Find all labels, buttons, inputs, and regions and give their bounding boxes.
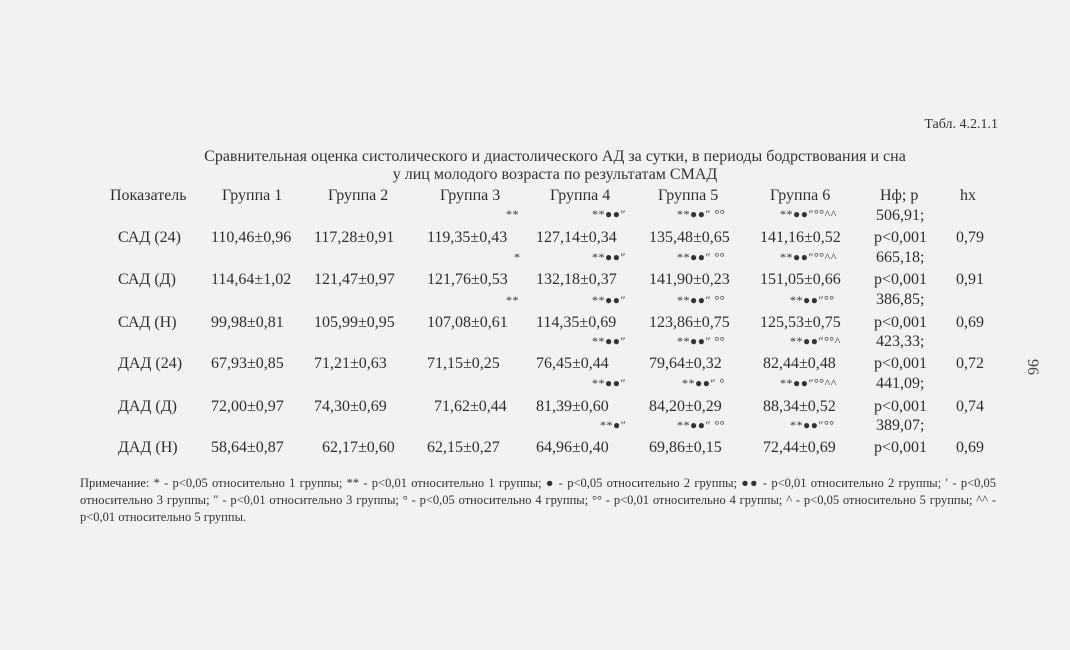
significance-mark: **●●″°°^^ — [780, 207, 837, 221]
significance-mark: **●●″°° — [790, 293, 835, 307]
group-3-value: 71,62±0,44 — [434, 398, 507, 415]
group-2-value: 62,17±0,60 — [322, 439, 395, 456]
group-6-value: 151,05±0,66 — [760, 271, 841, 288]
group-3-value: 71,15±0,25 — [427, 355, 500, 372]
group-4-value: 127,14±0,34 — [536, 229, 617, 246]
group-3-value: 119,35±0,43 — [427, 229, 508, 246]
significance-mark: **●●″ — [592, 250, 626, 264]
table-footnote: Примечание: * - р<0,05 относительно 1 группы; ** - р<0,01 относительно 1 группы; ● - р<0,05 относительно 2 группы; ●● - р<0,01 относительно 2 группы; ′ - р<0,05 относительно 3 группы; ″ - р<0,01 относительно 3 группы; ° - р<0,05 относительно 4 группы; °° - р<0,01 относительно 4 группы; ^ - р<0,05 относительно 5 группы; ^^ - р<0,01 относительно 5 группы. — [80, 476, 996, 524]
group-6-value: 88,34±0,52 — [763, 398, 836, 415]
hx-value: 0,79 — [956, 229, 984, 246]
header-group-2: Группа 2 — [328, 187, 389, 204]
hx-value: 0,69 — [956, 439, 984, 456]
group-1-value: 99,98±0,81 — [211, 314, 284, 331]
group-5-value: 84,20±0,29 — [649, 398, 722, 415]
header-group-4: Группа 4 — [550, 187, 611, 204]
header-indicator: Показатель — [110, 187, 187, 204]
title-line-2: у лиц молодого возраста по результатам СМАД — [392, 166, 718, 183]
significance-mark: **●●″ — [592, 207, 626, 221]
significance-mark: ** — [506, 293, 519, 307]
group-5-value: 69,86±0,15 — [649, 439, 722, 456]
group-5-value: 141,90±0,23 — [649, 271, 730, 288]
header-group-3: Группа 3 — [440, 187, 501, 204]
hx-value: 0,74 — [956, 398, 984, 415]
significance-mark: **●●″ — [592, 376, 626, 390]
significance-mark: **●●″°°^^ — [780, 250, 837, 264]
group-5-value: 79,64±0,32 — [649, 355, 722, 372]
group-5-value: 123,86±0,75 — [649, 314, 730, 331]
group-2-value: 121,47±0,97 — [314, 271, 395, 288]
group-4-value: 76,45±0,44 — [536, 355, 609, 372]
significance-mark: **●●″ °° — [677, 418, 726, 432]
group-6-value: 141,16±0,52 — [760, 229, 841, 246]
group-3-value: 107,08±0,61 — [427, 314, 508, 331]
significance-mark: **●●″ — [592, 334, 626, 348]
p-value: р<0,001 — [874, 355, 928, 372]
group-1-value: 72,00±0,97 — [211, 398, 284, 415]
group-1-value: 58,64±0,87 — [211, 439, 284, 456]
group-2-value: 74,30±0,69 — [314, 398, 387, 415]
group-6-value: 82,44±0,48 — [763, 355, 836, 372]
group-3-value: 121,76±0,53 — [427, 271, 508, 288]
group-3-value: 62,15±0,27 — [427, 439, 500, 456]
significance-mark: **●●″°°^ — [790, 334, 841, 348]
row-label: ДАД (24) — [118, 355, 183, 372]
significance-mark: **●●″ — [592, 293, 626, 307]
hx-value: 0,91 — [956, 271, 984, 288]
hx-value: 0,69 — [956, 314, 984, 331]
nf-value: 665,18; — [876, 249, 925, 266]
header-group-6: Группа 6 — [770, 187, 831, 204]
significance-mark: **●″ — [600, 418, 627, 432]
significance-mark: **●●″ ° — [682, 376, 725, 390]
row-label: ДАД (Н) — [118, 439, 178, 456]
nf-value: 386,85; — [876, 291, 925, 308]
group-6-value: 125,53±0,75 — [760, 314, 841, 331]
header-hx: hx — [960, 187, 976, 204]
group-1-value: 67,93±0,85 — [211, 355, 284, 372]
nf-value: 441,09; — [876, 375, 925, 392]
row-label: ДАД (Д) — [118, 398, 177, 415]
group-4-value: 64,96±0,40 — [536, 439, 609, 456]
significance-mark: **●●″ °° — [677, 334, 726, 348]
group-6-value: 72,44±0,69 — [763, 439, 836, 456]
nf-value: 506,91; — [876, 207, 925, 224]
hx-value: 0,72 — [956, 355, 984, 372]
page-number: 96 — [1024, 359, 1041, 375]
p-value: р<0,001 — [874, 439, 928, 456]
group-4-value: 132,18±0,37 — [536, 271, 617, 288]
significance-mark: **●●″°°^^ — [780, 376, 837, 390]
significance-mark: **●●″ °° — [677, 250, 726, 264]
p-value: р<0,001 — [874, 229, 928, 246]
group-1-value: 110,46±0,96 — [211, 229, 292, 246]
row-label: САД (24) — [118, 229, 181, 246]
p-value: р<0,001 — [874, 314, 928, 331]
group-2-value: 117,28±0,91 — [314, 229, 395, 246]
header-nf-p: Нф; р — [880, 187, 919, 204]
row-label: САД (Н) — [118, 314, 177, 331]
significance-mark: * — [514, 250, 521, 264]
significance-mark: ** — [506, 207, 519, 221]
row-label: САД (Д) — [118, 271, 176, 288]
table-label: Табл. 4.2.1.1 — [924, 117, 998, 132]
significance-mark: **●●″ °° — [677, 207, 726, 221]
group-2-value: 105,99±0,95 — [314, 314, 395, 331]
nf-value: 423,33; — [876, 333, 925, 350]
significance-mark: **●●″ °° — [677, 293, 726, 307]
header-group-5: Группа 5 — [658, 187, 719, 204]
group-4-value: 81,39±0,60 — [536, 398, 609, 415]
nf-value: 389,07; — [876, 417, 925, 434]
header-group-1: Группа 1 — [222, 187, 283, 204]
p-value: р<0,001 — [874, 398, 928, 415]
group-1-value: 114,64±1,02 — [211, 271, 292, 288]
group-4-value: 114,35±0,69 — [536, 314, 617, 331]
group-2-value: 71,21±0,63 — [314, 355, 387, 372]
title-line-1: Сравнительная оценка систолического и диастолического АД за сутки, в периоды бодрствования и сна — [204, 148, 906, 165]
group-5-value: 135,48±0,65 — [649, 229, 730, 246]
p-value: р<0,001 — [874, 271, 928, 288]
significance-mark: **●●″°° — [790, 418, 835, 432]
